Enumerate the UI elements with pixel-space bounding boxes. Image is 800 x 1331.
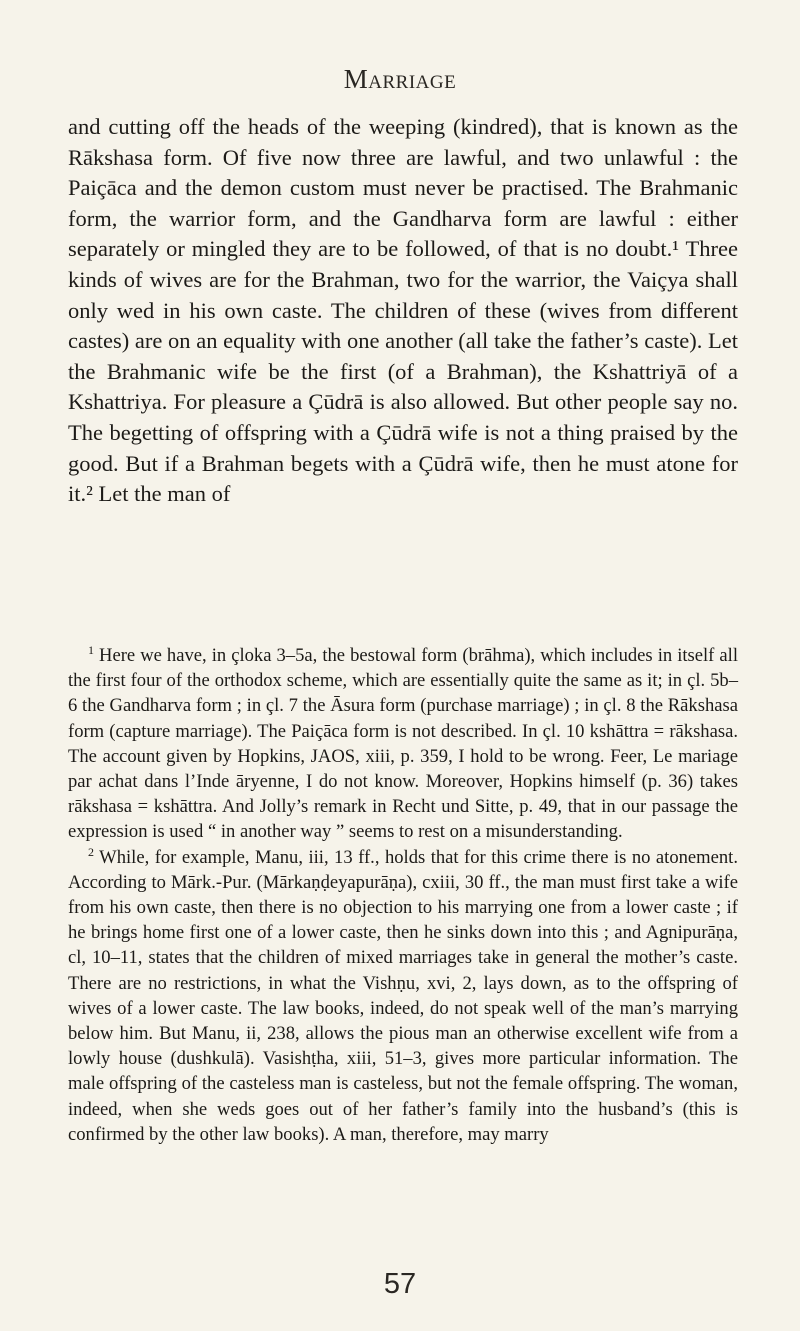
footnote-text: Here we have, in çloka 3–5a, the bestowal form (brāhma), which includes in itself all the first four of the orthodox scheme, which are essentially quite the same as it; in çl. 5b–6 the Gandharva form ; in çl. 7 the Āsura form (purchase marriage) ; in çl. 8 the Rākshasa form (capture marriage). The Paiçāca form is not described. In çl. 10 kshāttra = rākshasa. The account given by Hopkins, JAOS, xiii, p. 359, I hold to be wrong. Feer, Le mariage par achat dans l’Inde āryenne, I do not know. Moreover, Hopkins himself (p. 36) takes rākshasa = kshāttra. And Jolly’s remark in Recht und Sitte, p. 49, that in our passage the expression is used “ in another way ” seems to rest on a misunderstanding.	[68, 645, 738, 843]
footnote-number: 2	[88, 844, 94, 859]
footnote-1	[68, 643, 738, 845]
main-text: and cutting off the heads of the weeping (kindred), that is known as the Rākshasa form. Of five now three are lawful, and two unlawful : the Paiçāca and the demon custom must never be practised. The Brahmanic form, the warrior form, and the Gandharva form are lawful : either separately or mingled they are to be followed, of that is no doubt.¹ Three kinds of wives are for the Brahman, two for the warrior, the Vaiçya shall only wed in his own caste. The children of these (wives from different castes) are on an equality with one another (all take the father’s caste). Let the Brahmanic wife be the first (of a Brahman), the Kshattriyā of a Kshattriya. For pleasure a Çūdrā is also allowed. But other people say no. The begetting of offspring with a Çūdrā wife is not a thing praised by the good. But if a Brahman begets with a Çūdrā wife, then he must atone for it.² Let the man of	[68, 114, 738, 507]
running-head: Marriage	[343, 64, 457, 94]
page-number: 57	[383, 1268, 417, 1300]
footnotes	[68, 643, 738, 1147]
footnote-number: 1	[88, 642, 94, 657]
footnote-2	[68, 845, 738, 1147]
footnote-text: While, for example, Manu, iii, 13 ff., holds that for this crime there is no atonement. According to Mārk.-Pur. (Mārkaṇḍeyapurāṇa), cxiii, 30 ff., the man must first take a wife from his own caste, then there is no objection to his marrying one from a lower caste ; if he brings home first one of a lower caste, then he sinks down into this ; and Agnipurāṇa, cl, 10–11, states that the children of mixed marriages take in general the mother’s caste. There are no restrictions, in what the Vishṇu, xvi, 2, lays down, as to the offspring of wives of a lower caste. The law books, indeed, do not speak well of the man’s marrying below him. But Manu, ii, 238, allows the pious man an otherwise excellent wife from a lowly house (dushkulā). Vasishṭha, xiii, 51–3, gives more particular information. The male offspring of the casteless man is casteless, but not the female offspring. The woman, indeed, when she weds goes out of her father’s family into the husband’s (this is confirmed by the other law books). A man, therefore, may marry	[68, 846, 738, 1145]
